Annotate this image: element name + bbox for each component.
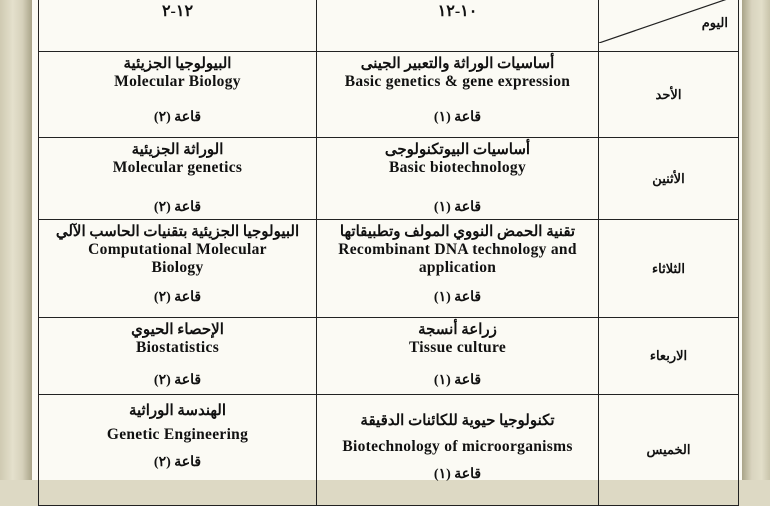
room-label: قاعة (٢) xyxy=(153,290,202,305)
table-row xyxy=(39,220,739,318)
time-slot-1-header: ١٠-١٢ xyxy=(317,0,599,52)
table-row xyxy=(39,318,739,395)
schedule-table xyxy=(38,0,739,506)
room-label: قاعة (٢) xyxy=(153,110,202,125)
room-label: قاعة (١) xyxy=(433,110,482,125)
room-label: قاعة (٢) xyxy=(153,455,202,470)
course-cell xyxy=(317,220,599,318)
course-name-en: Tissue culture xyxy=(408,339,507,356)
course-name-ar: البيولوجيا الجزيئية بتقنيات الحاسب الآلي xyxy=(55,224,300,240)
course-name-en-line2: application xyxy=(418,259,497,276)
course-name-ar: الوراثة الجزيئية xyxy=(131,142,224,158)
course-name-en-line1: Computational Molecular xyxy=(88,241,267,258)
course-name-ar: أساسيات الوراثة والتعبير الجينى xyxy=(360,56,555,72)
day-cell: الأحد xyxy=(599,52,739,138)
course-name-en: Molecular genetics xyxy=(112,159,243,176)
course-cell xyxy=(39,220,317,318)
room-label: قاعة (١) xyxy=(433,200,482,215)
course-name-en-line1: Recombinant DNA technology and xyxy=(338,241,577,258)
course-cell xyxy=(39,138,317,220)
course-cell xyxy=(317,318,599,395)
course-cell xyxy=(39,318,317,395)
scan-border-left xyxy=(0,0,32,480)
course-name-ar: زراعة أنسجة xyxy=(418,322,497,338)
table-row xyxy=(39,395,739,506)
course-name-en: Basic biotechnology xyxy=(388,159,527,176)
course-cell xyxy=(317,52,599,138)
course-name-ar: الهندسة الوراثية xyxy=(128,403,227,419)
course-name-en-line2: Biology xyxy=(151,259,204,276)
course-name-en: Biotechnology of microorganisms xyxy=(342,438,573,455)
course-name-ar: تقنية الحمض النووي المولف وتطبيقاتها xyxy=(339,224,576,240)
room-label: قاعة (١) xyxy=(433,373,482,388)
course-cell xyxy=(39,395,317,506)
course-cell xyxy=(317,395,599,506)
header-row xyxy=(39,0,739,52)
day-cell: الأثنين xyxy=(599,138,739,220)
course-name-ar: تكنولوجيا حيوية للكائنات الدقيقة xyxy=(360,413,555,429)
course-name-en: Molecular Biology xyxy=(114,73,241,90)
course-name-en: Genetic Engineering xyxy=(106,426,249,443)
day-cell: الخميس xyxy=(599,395,739,506)
course-cell xyxy=(39,52,317,138)
corner-cell xyxy=(599,0,739,52)
day-column-header: اليوم xyxy=(701,15,728,30)
day-cell: الاربعاء xyxy=(599,318,739,395)
scan-border-right xyxy=(742,0,770,480)
course-cell xyxy=(317,138,599,220)
room-label: قاعة (٢) xyxy=(153,373,202,388)
table-row xyxy=(39,52,739,138)
day-cell: الثلاثاء xyxy=(599,220,739,318)
table-row xyxy=(39,138,739,220)
document-page xyxy=(32,0,742,480)
time-slot-2-header: ١٢-٢ xyxy=(39,0,317,52)
course-name-en: Biostatistics xyxy=(135,339,220,356)
course-name-ar: البيولوجيا الجزيئية xyxy=(123,56,232,72)
room-label: قاعة (١) xyxy=(433,290,482,305)
course-name-en: Basic genetics & gene expression xyxy=(344,73,571,90)
course-name-ar: أساسيات البيوتكنولوجى xyxy=(384,142,531,158)
course-name-ar: الإحصاء الحيوي xyxy=(131,322,224,338)
room-label: قاعة (٢) xyxy=(153,200,202,215)
room-label: قاعة (١) xyxy=(433,467,482,482)
